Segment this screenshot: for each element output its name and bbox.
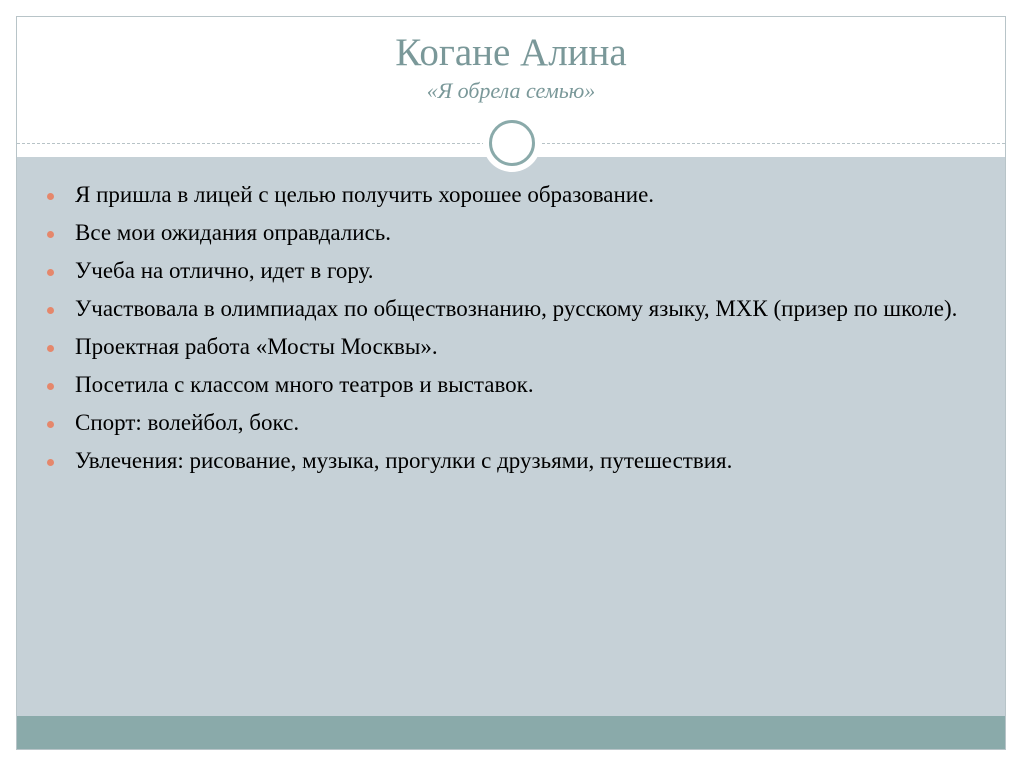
bullet-item bbox=[44, 218, 974, 248]
bullet-text: Увлечения: рисование, музыка, прогулки с друзьями, путешествия. bbox=[75, 448, 733, 473]
bullet-text: Спорт: волейбол, бокс. bbox=[75, 410, 300, 435]
bullet-text: Проектная работа «Мосты Москвы». bbox=[75, 334, 438, 359]
bullet-item bbox=[44, 408, 974, 438]
bullet-text: Учеба на отлично, идет в гору. bbox=[75, 258, 374, 283]
bullet-dot-icon bbox=[47, 193, 54, 200]
bullet-dot-icon bbox=[47, 269, 54, 276]
bullet-item bbox=[44, 332, 974, 362]
bullet-item bbox=[44, 256, 974, 286]
slide-frame bbox=[16, 16, 1006, 750]
circle-ring bbox=[489, 120, 535, 166]
bullet-dot-icon bbox=[47, 231, 54, 238]
footer-band bbox=[17, 716, 1005, 750]
bullet-dot-icon bbox=[47, 459, 54, 466]
bullet-text: Участвовала в олимпиадах по обществознанию, русскому языку, МХК (призер по школе). bbox=[75, 296, 958, 321]
slide-subtitle: «Я обрела семью» bbox=[426, 78, 596, 103]
bullet-item bbox=[44, 294, 974, 324]
bullet-item bbox=[44, 370, 974, 400]
bullet-item bbox=[44, 180, 974, 210]
bullet-dot-icon bbox=[47, 421, 54, 428]
bullet-item bbox=[44, 446, 974, 476]
bullet-list bbox=[44, 180, 974, 484]
bullet-dot-icon bbox=[47, 345, 54, 352]
bullet-dot-icon bbox=[47, 383, 54, 390]
circle-ornament-icon bbox=[483, 114, 541, 172]
slide-title: Когане Алина bbox=[395, 31, 627, 74]
bullet-text: Все мои ожидания оправдались. bbox=[75, 220, 392, 245]
bullet-text: Я пришла в лицей с целью получить хорошее образование. bbox=[75, 182, 655, 207]
bullet-text: Посетила с классом много театров и выставок. bbox=[75, 372, 534, 397]
bullet-dot-icon bbox=[47, 307, 54, 314]
